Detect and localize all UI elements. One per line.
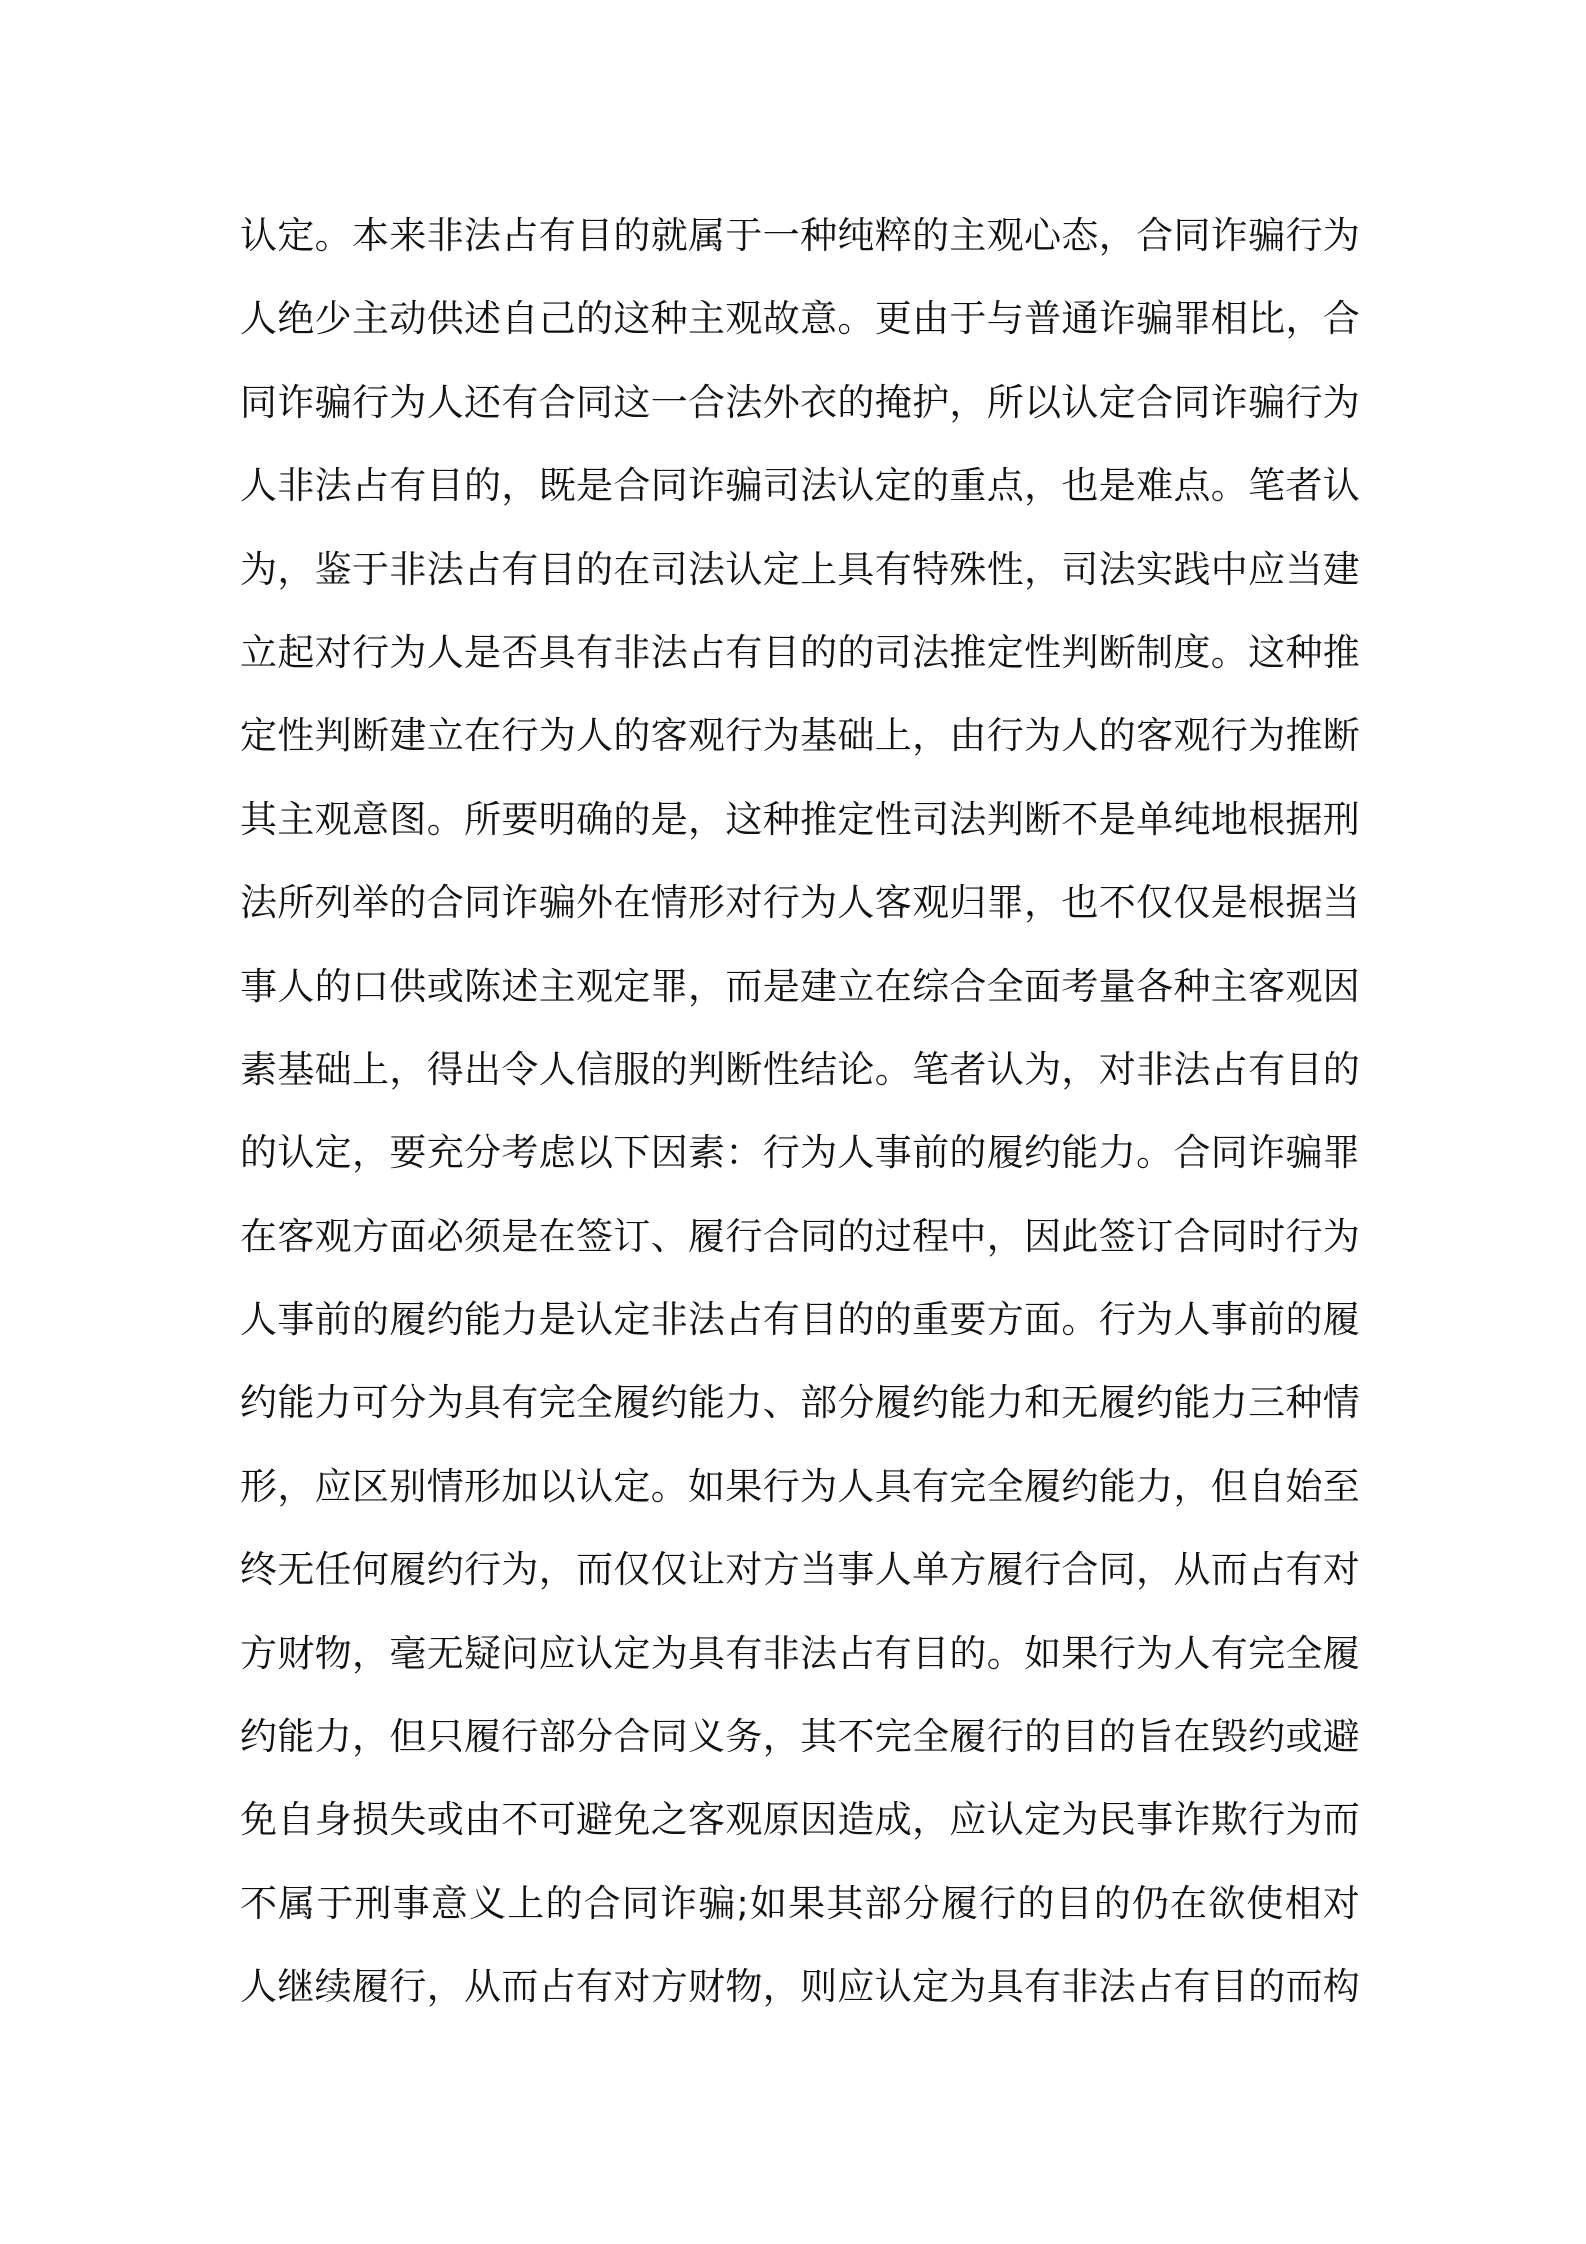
text-line-14: 人事前的履约能力是认定非法占有目的的重要方面。行为人事前的履	[240, 1298, 1360, 1342]
text-line-20: 免自身损失或由不可避免之客观原因造成，应认定为民事诈欺行为而	[240, 1798, 1360, 1842]
text-line-18: 方财物，毫无疑问应认定为具有非法占有目的。如果行为人有完全履	[240, 1631, 1360, 1675]
text-line-2: 人绝少主动供述自己的这种主观故意。更由于与普通诈骗罪相比，合	[240, 297, 1360, 341]
text-line-15: 约能力可分为具有完全履约能力、部分履约能力和无履约能力三种情	[240, 1381, 1360, 1425]
text-line-22: 人继续履行，从而占有对方财物，则应认定为具有非法占有目的而构	[240, 1965, 1360, 2009]
text-line-13: 在客观方面必须是在签订、履行合同的过程中，因此签订合同时行为	[240, 1214, 1360, 1258]
text-line-16: 形，应区别情形加以认定。如果行为人具有完全履约能力，但自始至	[240, 1464, 1360, 1508]
text-line-7: 定性判断建立在行为人的客观行为基础上，由行为人的客观行为推断	[240, 714, 1360, 758]
body-paragraph	[240, 194, 1360, 2029]
text-line-11: 素基础上，得出令人信服的判断性结论。笔者认为，对非法占有目的	[240, 1047, 1360, 1091]
text-line-9: 法所列举的合同诈骗外在情形对行为人客观归罪，也不仅仅是根据当	[240, 881, 1360, 925]
text-line-10: 事人的口供或陈述主观定罪，而是建立在综合全面考量各种主客观因	[240, 964, 1360, 1008]
text-line-19: 约能力，但只履行部分合同义务，其不完全履行的目的旨在毁约或避	[240, 1715, 1360, 1759]
text-line-3: 同诈骗行为人还有合同这一合法外衣的掩护，所以认定合同诈骗行为	[240, 380, 1360, 424]
text-line-17: 终无任何履约行为，而仅仅让对方当事人单方履行合同，从而占有对	[240, 1548, 1360, 1592]
text-line-8: 其主观意图。所要明确的是，这种推定性司法判断不是单纯地根据刑	[240, 797, 1360, 841]
text-line-1: 认定。本来非法占有目的就属于一种纯粹的主观心态，合同诈骗行为	[240, 214, 1360, 257]
text-line-12: 的认定，要充分考虑以下因素：行为人事前的履约能力。合同诈骗罪	[240, 1131, 1360, 1175]
text-line-4: 人非法占有目的，既是合同诈骗司法认定的重点，也是难点。笔者认	[240, 464, 1360, 508]
text-line-5: 为，鉴于非法占有目的在司法认定上具有特殊性，司法实践中应当建	[240, 547, 1360, 591]
text-line-6: 立起对行为人是否具有非法占有目的的司法推定性判断制度。这种推	[240, 630, 1360, 674]
text-line-21: 不属于刑事意义上的合同诈骗;如果其部分履行的目的仍在欲使相对	[240, 1881, 1360, 1925]
